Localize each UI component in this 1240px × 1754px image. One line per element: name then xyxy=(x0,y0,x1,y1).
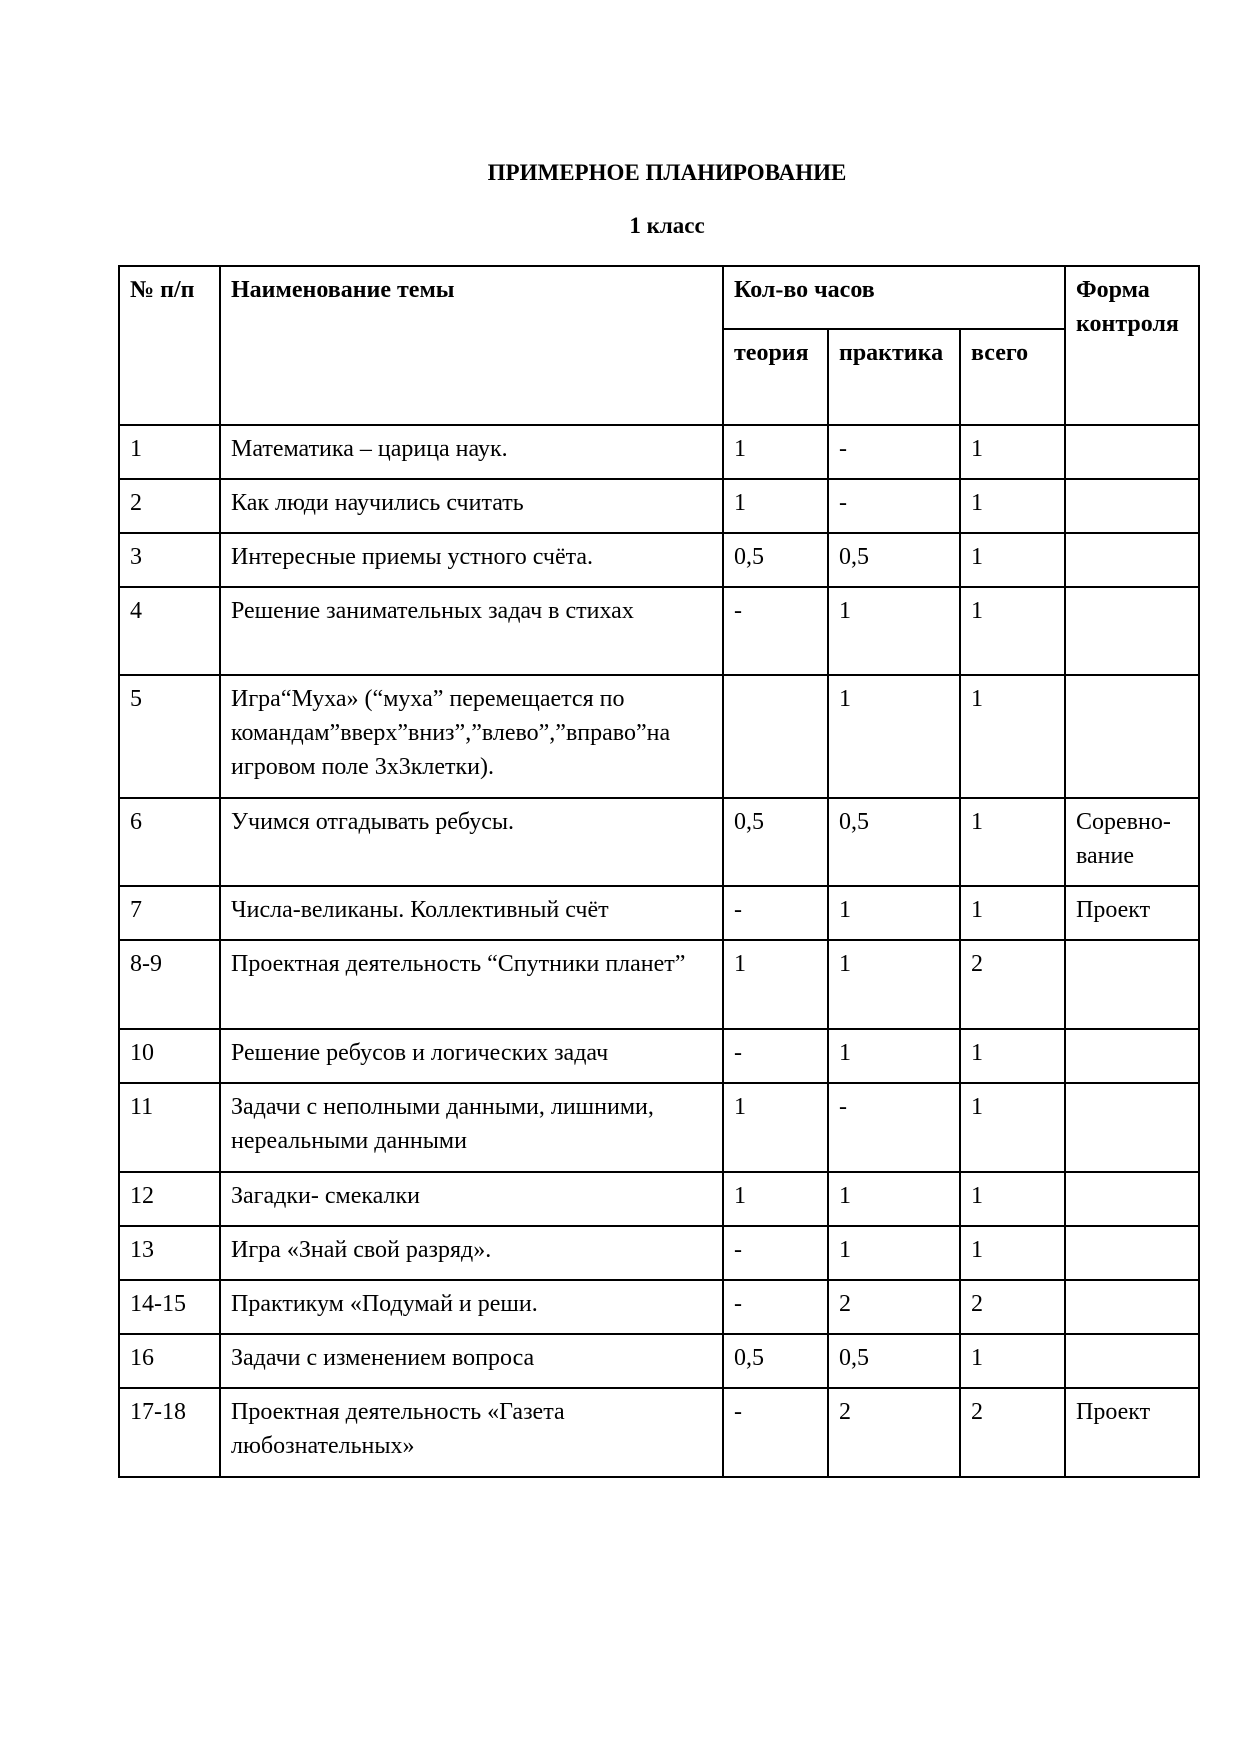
table-row xyxy=(119,425,1199,479)
cell-total: 1 xyxy=(960,886,1065,940)
cell-theory: 1 xyxy=(723,425,828,479)
table-row xyxy=(119,798,1199,886)
cell-total: 1 xyxy=(960,1172,1065,1226)
header-control: Форма контроля xyxy=(1065,266,1199,425)
cell-num: 10 xyxy=(119,1029,220,1083)
cell-practice: 1 xyxy=(828,587,960,675)
cell-theory: 0,5 xyxy=(723,798,828,886)
cell-practice: 1 xyxy=(828,1172,960,1226)
cell-theory: - xyxy=(723,587,828,675)
table-row xyxy=(119,1334,1199,1388)
cell-control: Проект xyxy=(1065,1388,1199,1477)
cell-num: 4 xyxy=(119,587,220,675)
cell-theory: 1 xyxy=(723,940,828,1029)
cell-num: 13 xyxy=(119,1226,220,1280)
cell-theory xyxy=(723,675,828,798)
cell-num: 12 xyxy=(119,1172,220,1226)
cell-practice: 1 xyxy=(828,1226,960,1280)
document-subtitle: 1 класс xyxy=(629,213,705,238)
cell-total: 1 xyxy=(960,533,1065,587)
cell-control xyxy=(1065,940,1199,1029)
cell-theory: - xyxy=(723,1280,828,1334)
cell-practice: 1 xyxy=(828,1029,960,1083)
cell-num: 6 xyxy=(119,798,220,886)
cell-total: 1 xyxy=(960,798,1065,886)
header-hours: Кол-во часов xyxy=(723,266,1065,329)
header-practice: практика xyxy=(828,329,960,425)
cell-control xyxy=(1065,587,1199,675)
cell-control xyxy=(1065,425,1199,479)
cell-total: 2 xyxy=(960,940,1065,1029)
table-row xyxy=(119,675,1199,798)
cell-topic: Загадки- смекалки xyxy=(220,1172,723,1226)
cell-control xyxy=(1065,533,1199,587)
cell-theory: 1 xyxy=(723,1083,828,1172)
table-row xyxy=(119,1226,1199,1280)
cell-topic: Решение занимательных задач в стихах xyxy=(220,587,723,675)
cell-num: 1 xyxy=(119,425,220,479)
cell-total: 1 xyxy=(960,479,1065,533)
cell-theory: - xyxy=(723,1226,828,1280)
cell-topic: Как люди научились считать xyxy=(220,479,723,533)
cell-practice: 1 xyxy=(828,940,960,1029)
header-num: № п/п xyxy=(119,266,220,425)
cell-topic: Математика – царица наук. xyxy=(220,425,723,479)
cell-control xyxy=(1065,1029,1199,1083)
table-row xyxy=(119,940,1199,1029)
table-body xyxy=(119,425,1199,1477)
cell-practice: - xyxy=(828,479,960,533)
cell-control xyxy=(1065,1226,1199,1280)
header-theory: теория xyxy=(723,329,828,425)
planning-table xyxy=(118,265,1200,1478)
cell-theory: - xyxy=(723,1388,828,1477)
cell-num: 5 xyxy=(119,675,220,798)
cell-total: 1 xyxy=(960,1226,1065,1280)
cell-total: 1 xyxy=(960,425,1065,479)
table-row xyxy=(119,587,1199,675)
cell-practice: 1 xyxy=(828,886,960,940)
cell-topic: Игра“Муха» (“муха” перемещается по командам”вверх”вниз”,”влево”,”вправо”на игровом поле 3х3клетки). xyxy=(220,675,723,798)
cell-num: 11 xyxy=(119,1083,220,1172)
cell-topic: Задачи с неполными данными, лишними, нереальными данными xyxy=(220,1083,723,1172)
cell-num: 3 xyxy=(119,533,220,587)
cell-topic: Учимся отгадывать ребусы. xyxy=(220,798,723,886)
cell-theory: - xyxy=(723,1029,828,1083)
cell-topic: Числа-великаны. Коллективный счёт xyxy=(220,886,723,940)
cell-control: Соревно-вание xyxy=(1065,798,1199,886)
table-row xyxy=(119,1172,1199,1226)
cell-topic: Практикум «Подумай и реши. xyxy=(220,1280,723,1334)
cell-theory: 1 xyxy=(723,479,828,533)
cell-topic: Проектная деятельность “Спутники планет” xyxy=(220,940,723,1029)
cell-num: 17-18 xyxy=(119,1388,220,1477)
cell-practice: 2 xyxy=(828,1280,960,1334)
cell-control xyxy=(1065,479,1199,533)
cell-theory: - xyxy=(723,886,828,940)
table-row xyxy=(119,1029,1199,1083)
table-row xyxy=(119,1388,1199,1477)
cell-total: 1 xyxy=(960,675,1065,798)
cell-total: 1 xyxy=(960,1334,1065,1388)
cell-theory: 1 xyxy=(723,1172,828,1226)
cell-theory: 0,5 xyxy=(723,533,828,587)
table-row xyxy=(119,1280,1199,1334)
cell-control xyxy=(1065,1334,1199,1388)
cell-num: 16 xyxy=(119,1334,220,1388)
cell-num: 14-15 xyxy=(119,1280,220,1334)
cell-num: 7 xyxy=(119,886,220,940)
table-row xyxy=(119,533,1199,587)
cell-topic: Задачи с изменением вопроса xyxy=(220,1334,723,1388)
cell-num: 8-9 xyxy=(119,940,220,1029)
cell-total: 2 xyxy=(960,1388,1065,1477)
cell-topic: Решение ребусов и логических задач xyxy=(220,1029,723,1083)
cell-total: 2 xyxy=(960,1280,1065,1334)
cell-practice: - xyxy=(828,425,960,479)
cell-theory: 0,5 xyxy=(723,1334,828,1388)
cell-topic: Проектная деятельность «Газета любознательных» xyxy=(220,1388,723,1477)
cell-num: 2 xyxy=(119,479,220,533)
cell-control: Проект xyxy=(1065,886,1199,940)
cell-topic: Игра «Знай свой разряд». xyxy=(220,1226,723,1280)
cell-practice: 1 xyxy=(828,675,960,798)
cell-total: 1 xyxy=(960,1029,1065,1083)
cell-total: 1 xyxy=(960,1083,1065,1172)
table-row xyxy=(119,886,1199,940)
header-topic: Наименование темы xyxy=(220,266,723,425)
cell-practice: 2 xyxy=(828,1388,960,1477)
cell-practice: - xyxy=(828,1083,960,1172)
header-total: всего xyxy=(960,329,1065,425)
cell-control xyxy=(1065,1172,1199,1226)
table-row xyxy=(119,1083,1199,1172)
cell-total: 1 xyxy=(960,587,1065,675)
cell-practice: 0,5 xyxy=(828,1334,960,1388)
cell-control xyxy=(1065,1280,1199,1334)
cell-control xyxy=(1065,675,1199,798)
cell-topic: Интересные приемы устного счёта. xyxy=(220,533,723,587)
cell-control xyxy=(1065,1083,1199,1172)
document-title: ПРИМЕРНОЕ ПЛАНИРОВАНИЕ xyxy=(487,160,847,185)
cell-practice: 0,5 xyxy=(828,798,960,886)
cell-practice: 0,5 xyxy=(828,533,960,587)
table-row xyxy=(119,479,1199,533)
